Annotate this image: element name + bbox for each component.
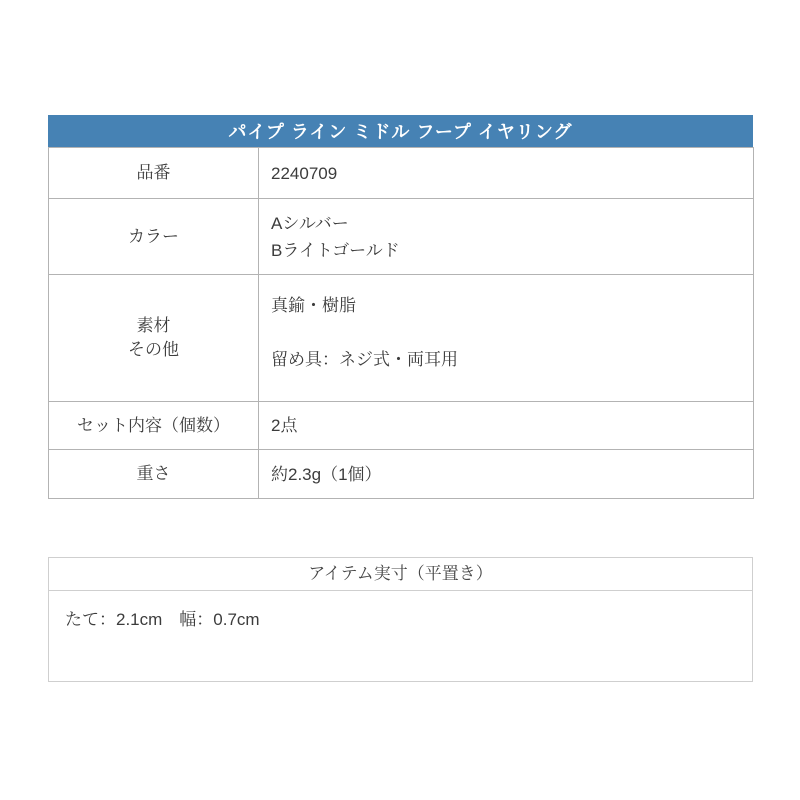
row-label <box>49 199 259 275</box>
row-label-text: 重さ <box>136 464 171 483</box>
product-title-header <box>48 115 753 147</box>
row-label-text: その他 <box>128 340 179 359</box>
row-label <box>49 275 259 402</box>
table-row-weight <box>49 450 754 499</box>
item-size-table <box>48 557 753 682</box>
item-size-title: アイテム実寸（平置き） <box>308 564 493 583</box>
row-label <box>49 148 259 199</box>
row-value-text: 約2.3g（1個） <box>271 464 382 484</box>
row-value-text: Aシルバー <box>271 213 349 233</box>
row-label-text: カラー <box>128 226 179 246</box>
row-label <box>49 402 259 450</box>
row-value <box>259 450 754 499</box>
row-value-text: 2240709 <box>271 163 338 183</box>
row-value-text: 留め具：ネジ式・両耳用 <box>271 350 458 369</box>
table-row-material <box>49 275 754 402</box>
product-spec-table <box>48 115 753 499</box>
row-value <box>259 402 754 450</box>
item-size-table-header <box>49 558 752 591</box>
row-value <box>259 275 754 402</box>
row-value-text: Bライトゴールド <box>271 240 400 260</box>
row-label <box>49 450 259 499</box>
item-size-measurements: たて：2.1cm 幅：0.7cm <box>65 610 260 629</box>
row-label-text: 品番 <box>136 163 171 182</box>
row-value-text: 真鍮・樹脂 <box>271 296 356 315</box>
item-size-table-body <box>49 591 752 681</box>
table-row-color <box>49 199 754 275</box>
product-title: パイプ ライン ミドル フープ イヤリング <box>228 122 573 142</box>
table-row-set-contents <box>49 402 754 450</box>
row-label-text: セット内容（個数） <box>77 415 230 435</box>
row-value <box>259 199 754 275</box>
row-label-text: 素材 <box>136 316 171 335</box>
table-row-item-number <box>49 148 754 199</box>
row-value <box>259 148 754 199</box>
product-spec-grid <box>48 147 754 499</box>
row-value-text: 2点 <box>271 416 298 435</box>
